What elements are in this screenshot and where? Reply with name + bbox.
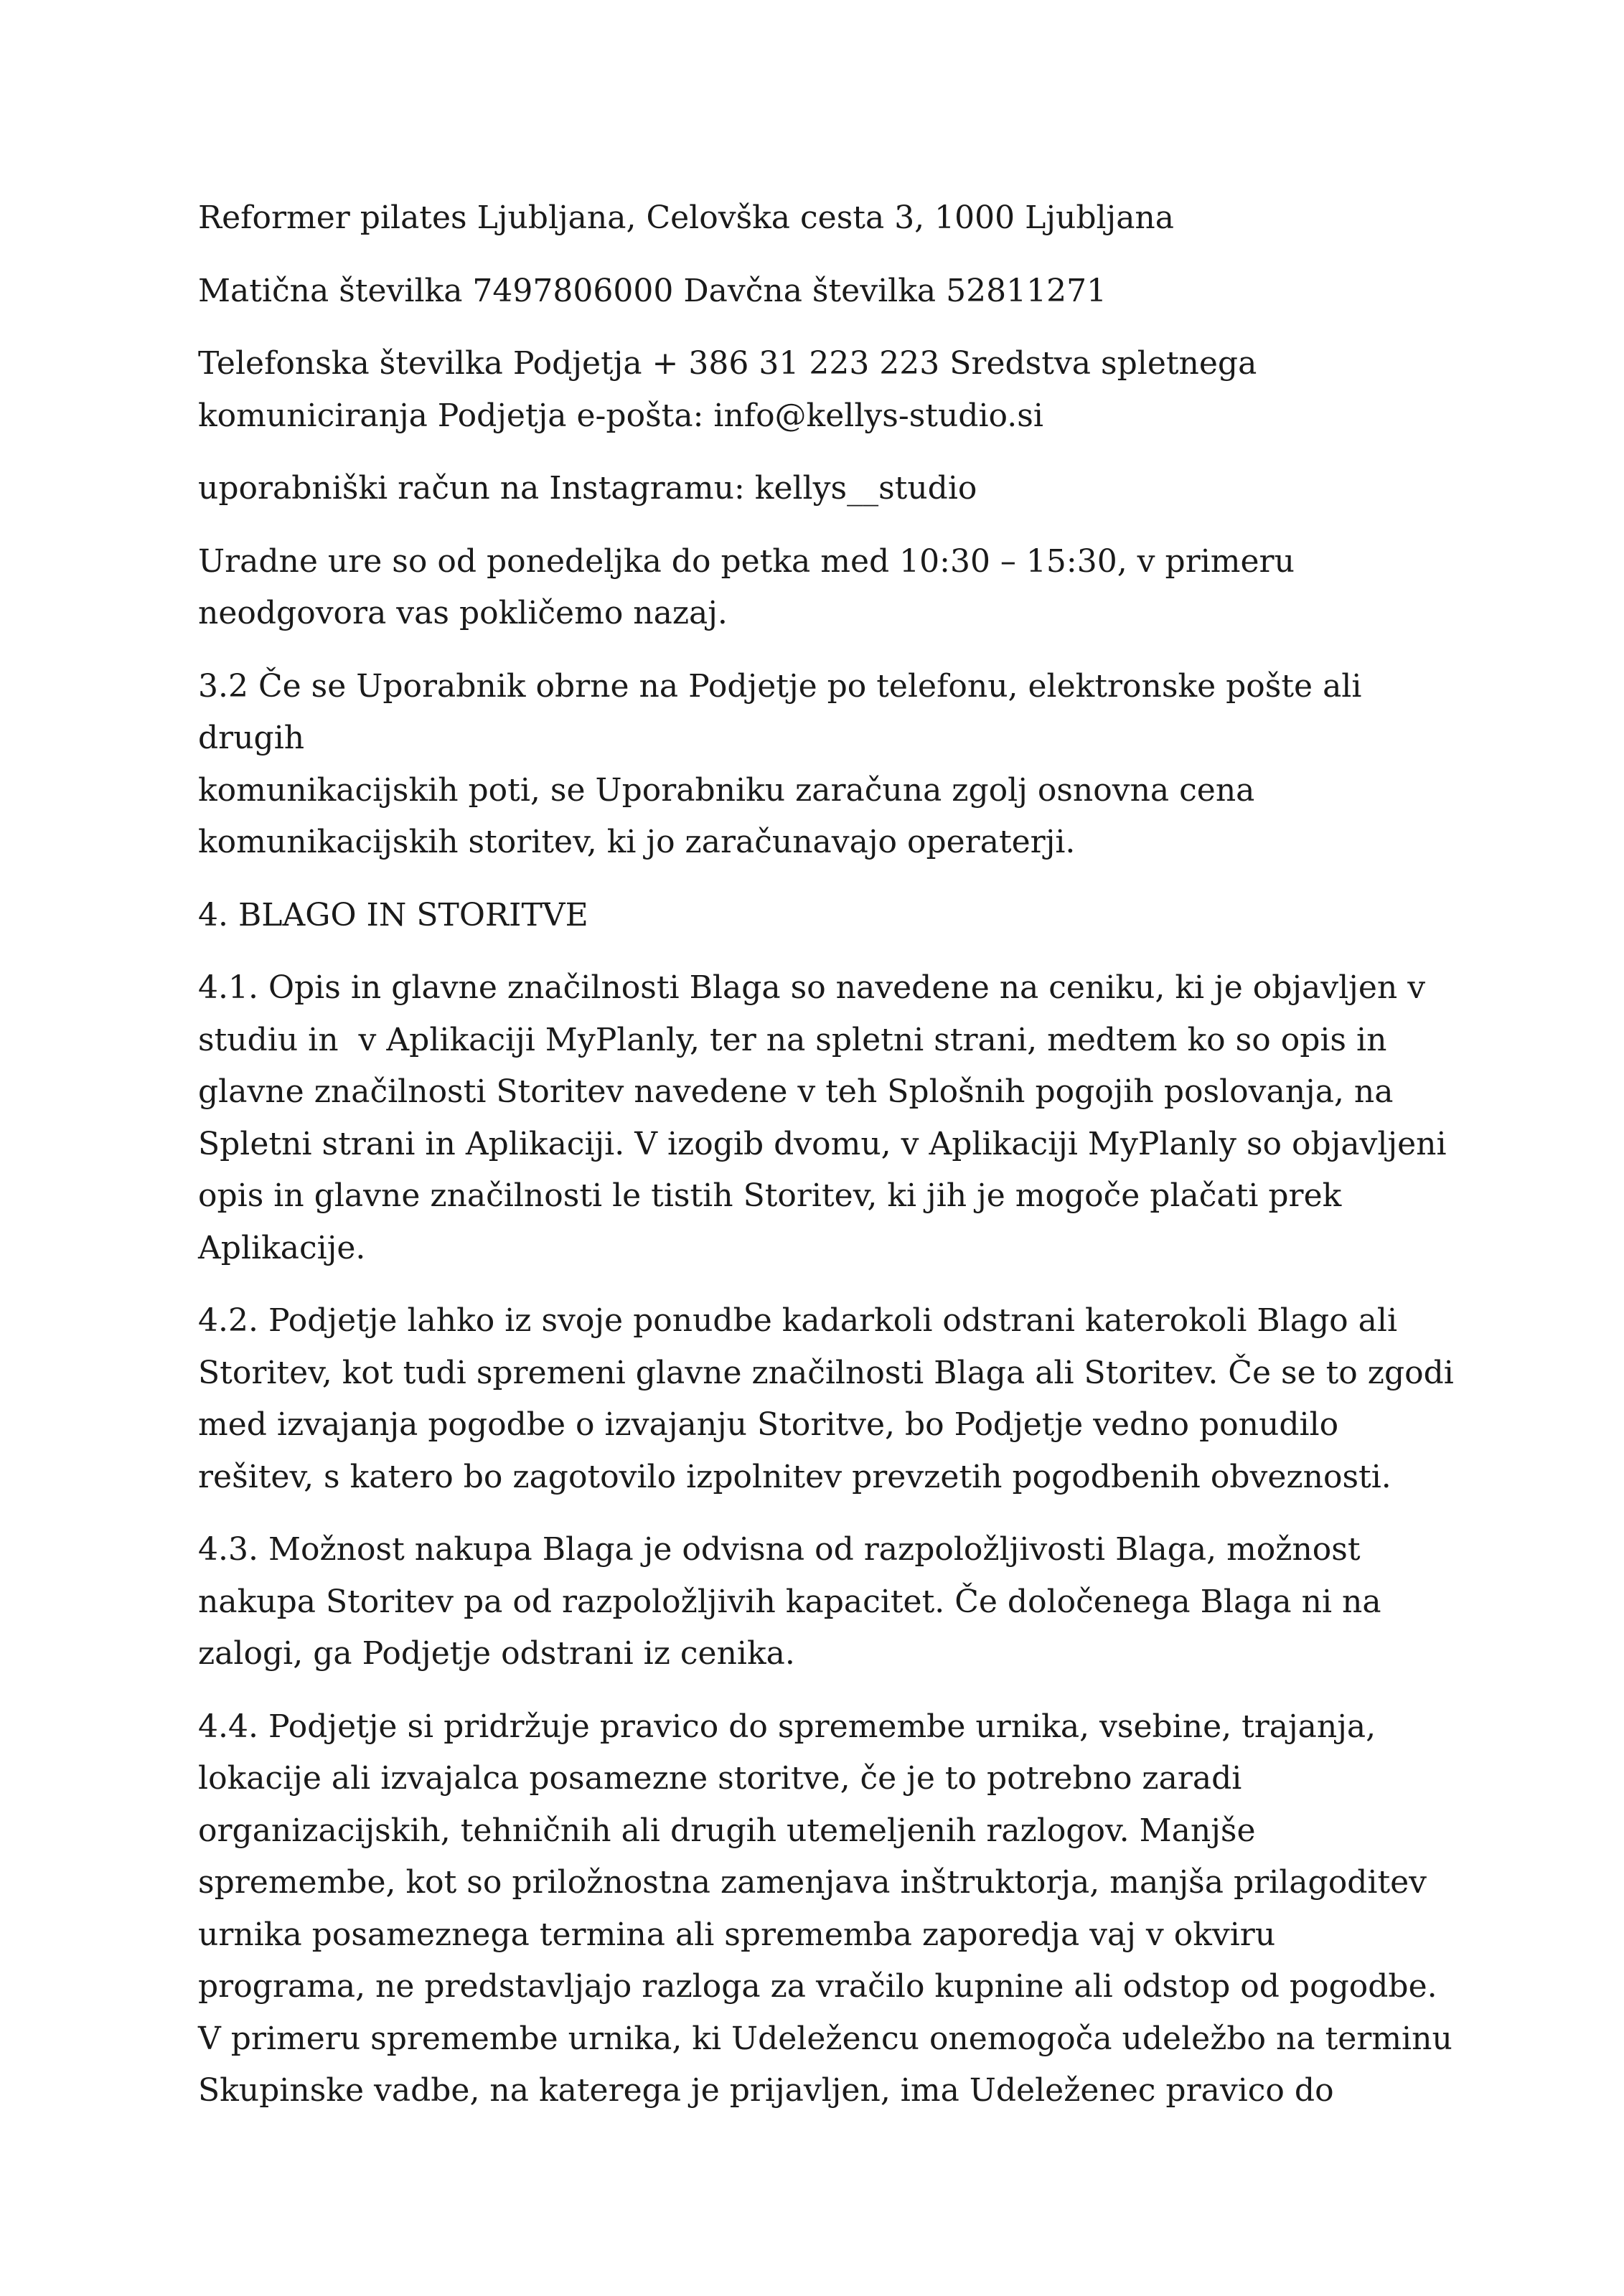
document-body — [198, 192, 1461, 2138]
clause-3-2: 3.2 Če se Uporabnik obrne na Podjetje po telefonu, elektronske pošte ali drugih komunikacijskih poti, se Uporabniku zaračuna zgolj osnovna cena komunikacijskih storitev, ki jo zaračunavajo operaterji. — [198, 667, 1362, 860]
section-heading-goods-services: 4. BLAGO IN STORITVE — [198, 896, 588, 933]
instagram-account: uporabniški račun na Instagramu: kellys__studio — [198, 470, 977, 507]
registration-numbers: Matična številka 7497806000 Davčna številka 52811271 — [198, 272, 1107, 309]
company-address: Reformer pilates Ljubljana, Celovška cesta 3, 1000 Ljubljana — [198, 199, 1175, 236]
clause-4-2: 4.2. Podjetje lahko iz svoje ponudbe kadarkoli odstrani katerokoli Blago ali Storitev, kot tudi spremeni glavne značilnosti Blaga ali Storitev. Če se to zgodi med izvajanja pogodbe o izvajanju Storitve, bo Podjetje vedno ponudilo rešitev, s katero bo zagotovilo izpolnitev prevzetih pogodbenih obveznosti. — [198, 1302, 1454, 1495]
clause-4-3: 4.3. Možnost nakupa Blaga je odvisna od razpoložljivosti Blaga, možnost nakupa Storitev pa od razpoložljivih kapacitet. Če določenega Blaga ni na zalogi, ga Podjetje odstrani iz cenika. — [198, 1531, 1381, 1672]
contact-phone-email: Telefonska številka Podjetja + 386 31 223 223 Sredstva spletnega komuniciranja Podjetja e-pošta: info@kellys-studio.si — [198, 345, 1257, 434]
clause-4-4: 4.4. Podjetje si pridržuje pravico do spremembe urnika, vsebine, trajanja, lokacije ali izvajalca posamezne storitve, če je to potrebno zaradi organizacijskih, tehničnih ali drugih utemeljenih razlogov. Manjše spremembe, kot so priložnostna zamenjava inštruktorja, manjša prilagoditev urnika posameznega termina ali sprememba zaporedja vaj v okviru programa, ne predstavljajo razloga za vračilo kupnine ali odstop od pogodbe. V primeru spremembe urnika, ki Udeležencu onemogoča udeležbo na terminu Skupinske vadbe, na katerega je prijavljen, ima Udeleženec pravico do — [198, 1708, 1452, 2109]
clause-4-1: 4.1. Opis in glavne značilnosti Blaga so navedene na ceniku, ki je objavljen v studiu in v Aplikaciji MyPlanly, ter na spletni strani, medtem ko so opis in glavne značilnosti Storitev navedene v teh Splošnih pogojih poslovanja, na Spletni strani in Aplikaciji. V izogib dvomu, v Aplikaciji MyPlanly so objavljeni opis in glavne značilnosti le tistih Storitev, ki jih je mogoče plačati prek Aplikacije. — [198, 969, 1447, 1266]
office-hours: Uradne ure so od ponedeljka do petka med 10:30 – 15:30, v primeru neodgovora vas pokličemo nazaj. — [198, 542, 1295, 631]
